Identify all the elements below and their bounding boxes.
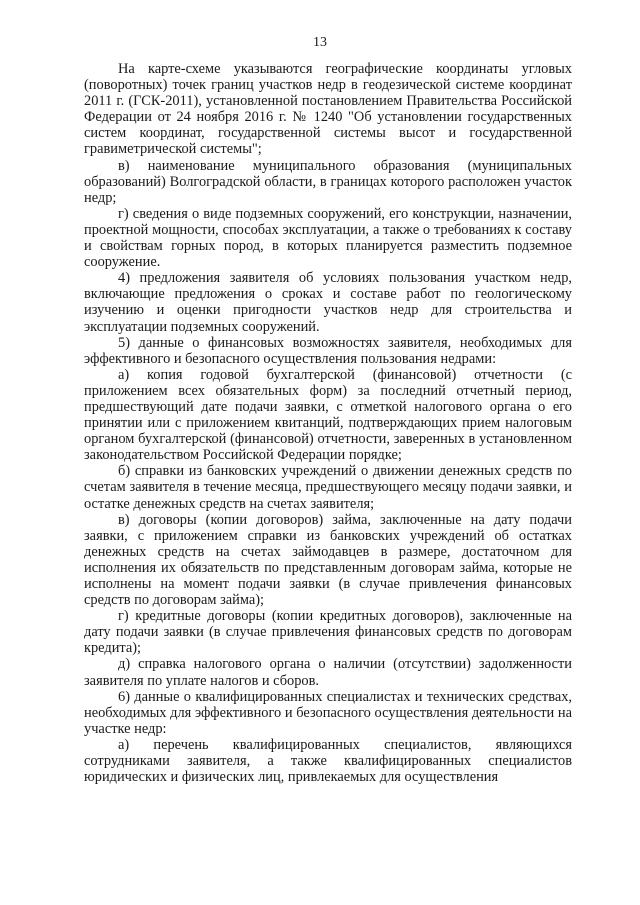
paragraph-applicant-proposals: 4) предложения заявителя об условиях пользования участком недр, включающие предложения о сроках и составе работ по геологическому изучению и оценки пригодности участков недр для строительства и эксплуатации подземных сооружений. xyxy=(84,270,572,335)
paragraph-bank-statements: б) справки из банковских учреждений о движении денежных средств по счетам заявителя в течение месяца, предшествующего месяцу подачи заявки, и остатке денежных средств на счетах заявителя; xyxy=(84,463,572,512)
page-number: 13 xyxy=(313,35,327,50)
paragraph-credit-agreements: г) кредитные договоры (копии кредитных договоров), заключенные на дату подачи заявки (в случае привлечения финансовых средств по договорам кредита); xyxy=(84,608,572,657)
paragraph-specialists-list: а) перечень квалифицированных специалистов, являющихся сотрудниками заявителя, а также квалифицированных специалистов юридических и физических лиц, привлекаемых для осуществления xyxy=(84,736,572,786)
paragraph-tax-certificate: д) справка налогового органа о наличии (отсутствии) задолженности заявителя по уплате налогов и сборов. xyxy=(84,656,572,689)
paragraph-loan-agreements: в) договоры (копии договоров) займа, заключенные на дату подачи заявки, с приложением справки из банковских учреждений об остатках денежных средств на счетах займодавцев в размере, достаточном для исполнения их обязательств по представленным договорам займа, которые не исполнены на момент подачи заявки (в случае привлечения финансовых средств по договорам займа); xyxy=(84,511,572,609)
paragraph-qualified-specialists: 6) данные о квалифицированных специалистах и технических средствах, необходимых для эффективного и безопасного осуществления деятельности на участке недр: xyxy=(84,688,572,737)
paragraph-underground-structures: г) сведения о виде подземных сооружений, его конструкции, назначении, проектной мощности, способах эксплуатации, а также о требованиях к составу и свойствам горных пород, в которых планируется разместить подземное сооружение. xyxy=(84,205,572,271)
paragraph-municipality: в) наименование муниципального образования (муниципальных образований) Волгоградской области, в границах которого расположен участок недр; xyxy=(84,157,572,206)
paragraph-annual-accounts: а) копия годовой бухгалтерской (финансовой) отчетности (с приложением всех обязательных форм) за последний отчетный период, предшествующий дате подачи заявки, с отметкой налогового органа о его принятии или с приложением квитанций, подтверждающих прием налоговым органом бухгалтерской (финансовой) отчетности, заверенных в установленном законодательством Российской Федерации порядке; xyxy=(84,366,572,464)
paragraph-financial-capabilities: 5) данные о финансовых возможностях заявителя, необходимых для эффективного и безопасного осуществления пользования недрами: xyxy=(84,334,572,367)
body-text xyxy=(84,61,572,785)
paragraph-map-coordinates: На карте-схеме указываются географические координаты угловых (поворотных) точек границ участков недр в геодезической системе координат 2011 г. (ГСК-2011), установленной постановлением Правительства Российской Федерации от 24 ноября 2016 г. № 1240 "Об установлении государственных систем координат, государственной системы высот и государственной гравиметрической системы"; xyxy=(84,61,572,158)
